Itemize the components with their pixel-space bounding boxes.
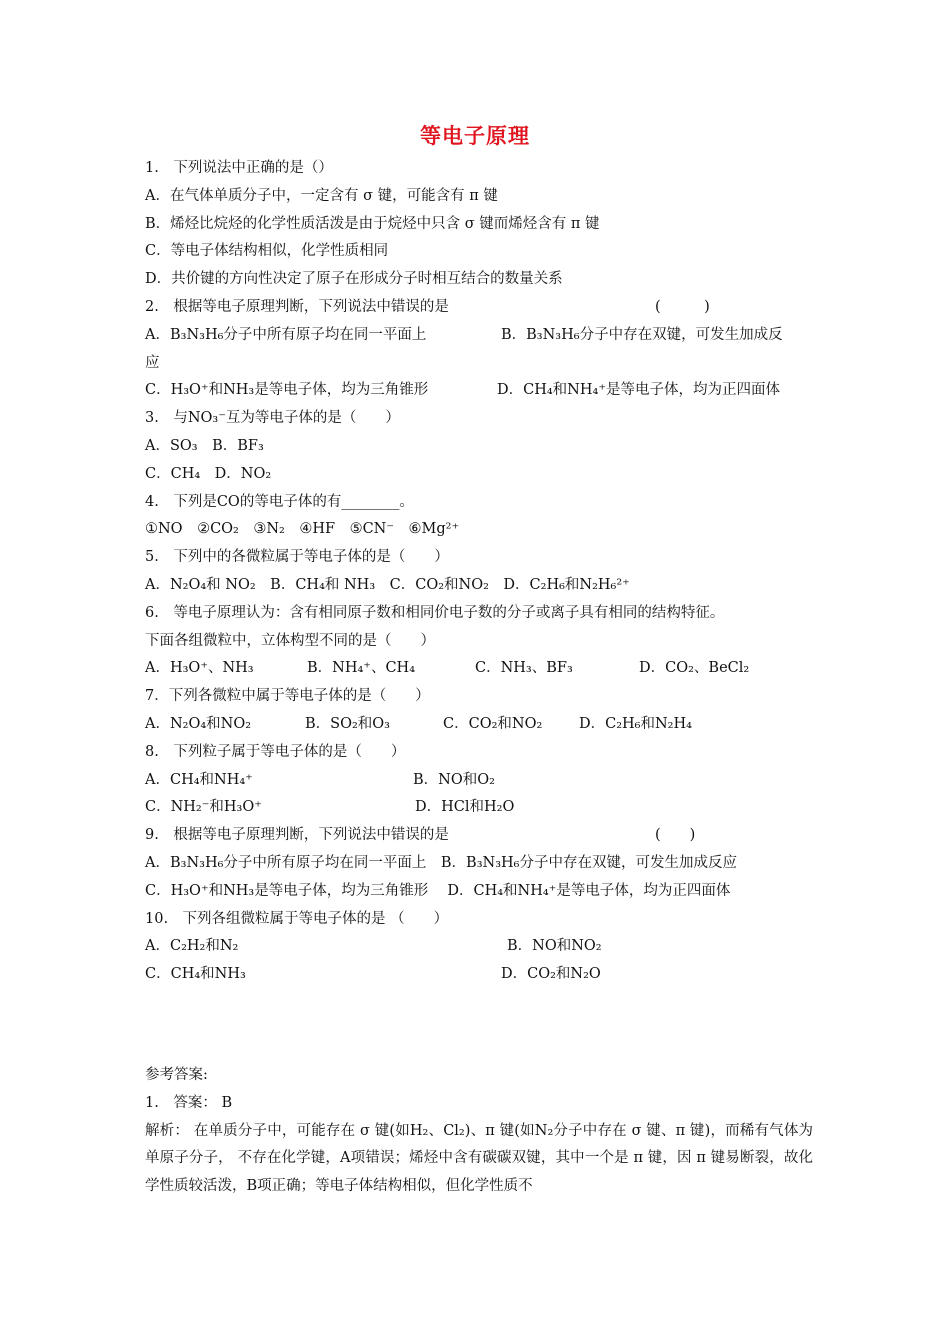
q3-options-cd: C．CH₄ D．NO₂ — [145, 465, 272, 482]
q7-options-row — [145, 711, 813, 739]
q4-stem: 4. 下列是CO的等电子体的有________。 — [145, 493, 414, 510]
q1-option-a: A．在气体单质分子中，一定含有 σ 键，可能含有 π 键 — [145, 187, 498, 204]
q2-option-a: A．B₃N₃H₆分子中所有原子均在同一平面上 — [145, 326, 427, 343]
q5-stem: 5. 下列中的各微粒属于等电子体的是（ ） — [145, 549, 449, 566]
q8-option-b: B．NO和O₂ — [413, 771, 495, 788]
q6-option-c: C．NH₃、BF₃ — [475, 660, 573, 677]
q8-cd-row — [145, 794, 813, 822]
q1-option-b: B．烯烃比烷烃的化学性质活泼是由于烷烃中只含 σ 键而烯烃含有 π 键 — [145, 215, 600, 232]
answer-section — [145, 1062, 813, 1201]
q8-option-c: C．NH₂⁻和H₃O⁺ — [145, 799, 262, 816]
q5-options: A．N₂O₄和 NO₂ B．CH₄和 NH₃ C．CO₂和NO₂ D．C₂H₆和N₂H₆²⁺ — [145, 576, 630, 593]
q9-stem: 9. 根据等电子原理判断，下列说法中错误的是 — [145, 827, 449, 844]
q7-stem: 7．下列各微粒中属于等电子体的是（ ） — [145, 688, 430, 705]
q7-option-d: D．C₂H₆和N₂H₄ — [579, 715, 692, 732]
q9-options-cd: C．H₃O⁺和NH₃是等电子体，均为三角锥形 D．CH₄和NH₄⁺是等电子体，均为正四面体 — [145, 882, 731, 899]
q2-option-b: B．B₃N₃H₆分子中存在双键，可发生加成反 — [501, 326, 783, 343]
q2-stem-row — [145, 294, 813, 322]
q9-options-ab: A．B₃N₃H₆分子中所有原子均在同一平面上 B．B₃N₃H₆分子中存在双键，可发生加成反应 — [145, 854, 737, 871]
q10-option-b: B．NO和NO₂ — [507, 938, 602, 955]
q3-options-ab: A．SO₃ B．BF₃ — [145, 437, 264, 454]
q10-ab-row — [145, 933, 813, 961]
q2-option-b-wrap: 应 — [145, 354, 160, 371]
q7-option-c: C．CO₂和NO₂ — [443, 715, 543, 732]
q7-option-a: A．N₂O₄和NO₂ — [145, 715, 252, 732]
question-list — [145, 155, 813, 989]
q2-ab-row — [145, 322, 813, 350]
page-title: 等电子原理 — [420, 124, 530, 148]
q10-option-c: C．CH₄和NH₃ — [145, 966, 246, 983]
q2-option-d: D．CH₄和NH₄⁺是等电子体，均为正四面体 — [497, 382, 780, 399]
q1-stem: 1. 下列说法中正确的是（） — [145, 160, 333, 176]
q6-option-a: A．H₃O⁺、NH₃ — [145, 660, 254, 677]
q8-ab-row — [145, 767, 813, 795]
q7-option-b: B．SO₂和O₃ — [305, 715, 390, 732]
q6-stem-line1: 6. 等电子原理认为：含有相同原子数和相同价电子数的分子或离子具有相同的结构特征。 — [145, 604, 725, 621]
q10-option-a: A．C₂H₂和N₂ — [145, 938, 239, 955]
q1-option-d: D．共价键的方向性决定了原子在形成分子时相互结合的数量关系 — [145, 271, 563, 288]
q3-stem: 3. 与NO₃⁻互为等电子体的是（ ） — [145, 410, 400, 427]
q2-cd-row — [145, 377, 813, 405]
q2-option-c: C．H₃O⁺和NH₃是等电子体，均为三角锥形 — [145, 382, 429, 399]
q2-stem: 2. 根据等电子原理判断，下列说法中错误的是 — [145, 298, 449, 315]
answer-1-explanation: 解析： 在单质分子中，可能存在 σ 键(如H₂、Cl₂)、π 键(如N₂分子中存在 σ 键、π 键)，而稀有气体为单原子分子， 不存在化学键，A项错误；烯烃中含有碳碳双键，其中一个是 π 键，因 π 键易断裂，故化学性质较活泼，B项正确；等电子体结构相似，但化学性质不 — [145, 1122, 813, 1195]
q8-option-a: A．CH₄和NH₄⁺ — [145, 771, 253, 788]
q6-options-row — [145, 655, 813, 683]
q10-cd-row — [145, 961, 813, 989]
answers-heading: 参考答案: — [145, 1067, 208, 1083]
q10-option-d: D．CO₂和N₂O — [501, 966, 601, 983]
q9-stem-row — [145, 822, 813, 850]
q4-options: ①NO ②CO₂ ③N₂ ④HF ⑤CN⁻ ⑥Mg²⁺ — [145, 521, 460, 538]
q6-option-b: B．NH₄⁺、CH₄ — [307, 660, 416, 677]
q6-stem-line2: 下面各组微粒中，立体构型不同的是（ ） — [145, 632, 435, 649]
q8-stem: 8. 下列粒子属于等电子体的是（ ） — [145, 743, 406, 760]
q9-answer-paren: ( ) — [655, 827, 696, 844]
q2-answer-paren: ( ) — [655, 298, 710, 315]
answer-1: 1. 答案： B — [145, 1094, 233, 1111]
q10-stem: 10. 下列各组微粒属于等电子体的是 （ ） — [145, 910, 449, 927]
q6-option-d: D．CO₂、BeCl₂ — [639, 660, 750, 677]
q1-option-c: C．等电子体结构相似，化学性质相同 — [145, 243, 389, 260]
q8-option-d: D．HCl和H₂O — [415, 799, 515, 816]
